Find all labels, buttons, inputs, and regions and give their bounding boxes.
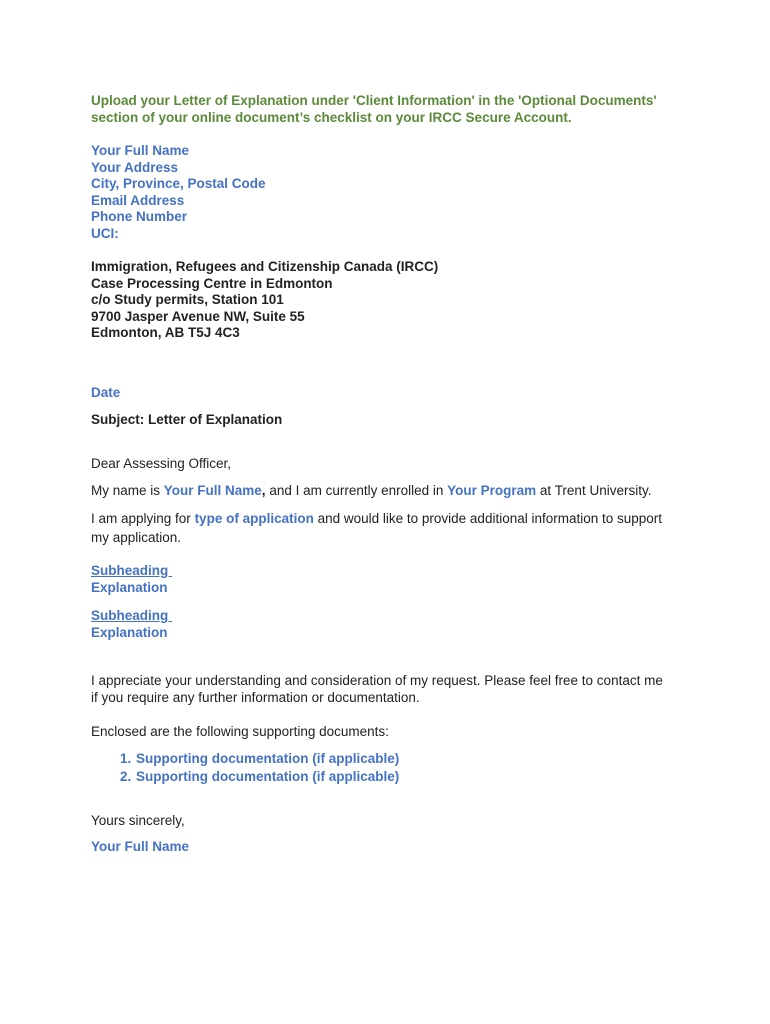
section-2 bbox=[91, 608, 691, 641]
recipient-line-4: 9700 Jasper Avenue NW, Suite 55 bbox=[91, 308, 305, 324]
recipient-line-2: Case Processing Centre in Edmonton bbox=[91, 275, 333, 291]
document-item-1: 1. Supporting documentation (if applicable) bbox=[135, 750, 691, 768]
sender-city: City, Province, Postal Code bbox=[91, 176, 266, 192]
sender-phone: Phone Number bbox=[91, 209, 188, 225]
sender-name: Your Full Name bbox=[91, 143, 190, 158]
intro-name-placeholder: Your Full Name bbox=[163, 483, 262, 498]
sender-email: Email Address bbox=[91, 192, 185, 208]
section-2-body: Explanation bbox=[91, 624, 168, 640]
intro-post: at Trent University. bbox=[536, 483, 652, 498]
signature-name: Your Full Name bbox=[91, 839, 190, 854]
applying-paragraph bbox=[91, 509, 691, 547]
enclosed-intro: Enclosed are the following supporting documents: bbox=[91, 724, 389, 739]
section-1-body: Explanation bbox=[91, 579, 168, 595]
recipient-line-3: c/o Study permits, Station 101 bbox=[91, 292, 284, 308]
intro-pre: My name is bbox=[91, 483, 164, 498]
recipient-line-1: Immigration, Refugees and Citizenship Canada (IRCC) bbox=[91, 259, 439, 274]
applying-post: and would like to provide additional information to support bbox=[313, 511, 663, 526]
sender-uci: UCI: bbox=[91, 225, 119, 241]
documents-list bbox=[91, 750, 691, 786]
intro-paragraph bbox=[91, 483, 691, 500]
intro-comma: , bbox=[261, 483, 266, 498]
upload-instruction bbox=[91, 93, 691, 126]
intro-mid: and I am currently enrolled in bbox=[265, 483, 448, 498]
application-type-placeholder: type of application bbox=[194, 511, 314, 526]
closing-line-1: I appreciate your understanding and consideration of my request. Please feel free to contact me bbox=[91, 673, 663, 688]
section-2-heading: Subheading bbox=[91, 608, 172, 623]
closing-paragraph bbox=[91, 673, 691, 706]
date-field: Date bbox=[91, 385, 121, 400]
sender-block bbox=[91, 143, 691, 243]
document-item-2: 2. Supporting documentation (if applicable) bbox=[135, 768, 691, 786]
salutation: Dear Assessing Officer, bbox=[91, 456, 232, 471]
sender-address: Your Address bbox=[91, 159, 179, 175]
applying-pre: I am applying for bbox=[91, 511, 195, 526]
applying-line-2: my application. bbox=[91, 530, 182, 545]
intro-program-placeholder: Your Program bbox=[447, 483, 537, 498]
instruction-line-2: section of your online document’s checklist on your IRCC Secure Account. bbox=[91, 109, 572, 125]
signoff: Yours sincerely, bbox=[91, 813, 185, 828]
section-1 bbox=[91, 563, 691, 596]
closing-line-2: if you require any further information or documentation. bbox=[91, 689, 420, 705]
instruction-line-1: Upload your Letter of Explanation under 'Client Information' in the 'Optional Documents' bbox=[91, 93, 657, 108]
applying-line-1 bbox=[91, 509, 691, 528]
recipient-block bbox=[91, 259, 691, 342]
recipient-line-5: Edmonton, AB T5J 4C3 bbox=[91, 325, 240, 341]
subject-line: Subject: Letter of Explanation bbox=[91, 412, 283, 427]
section-1-heading: Subheading bbox=[91, 563, 172, 578]
